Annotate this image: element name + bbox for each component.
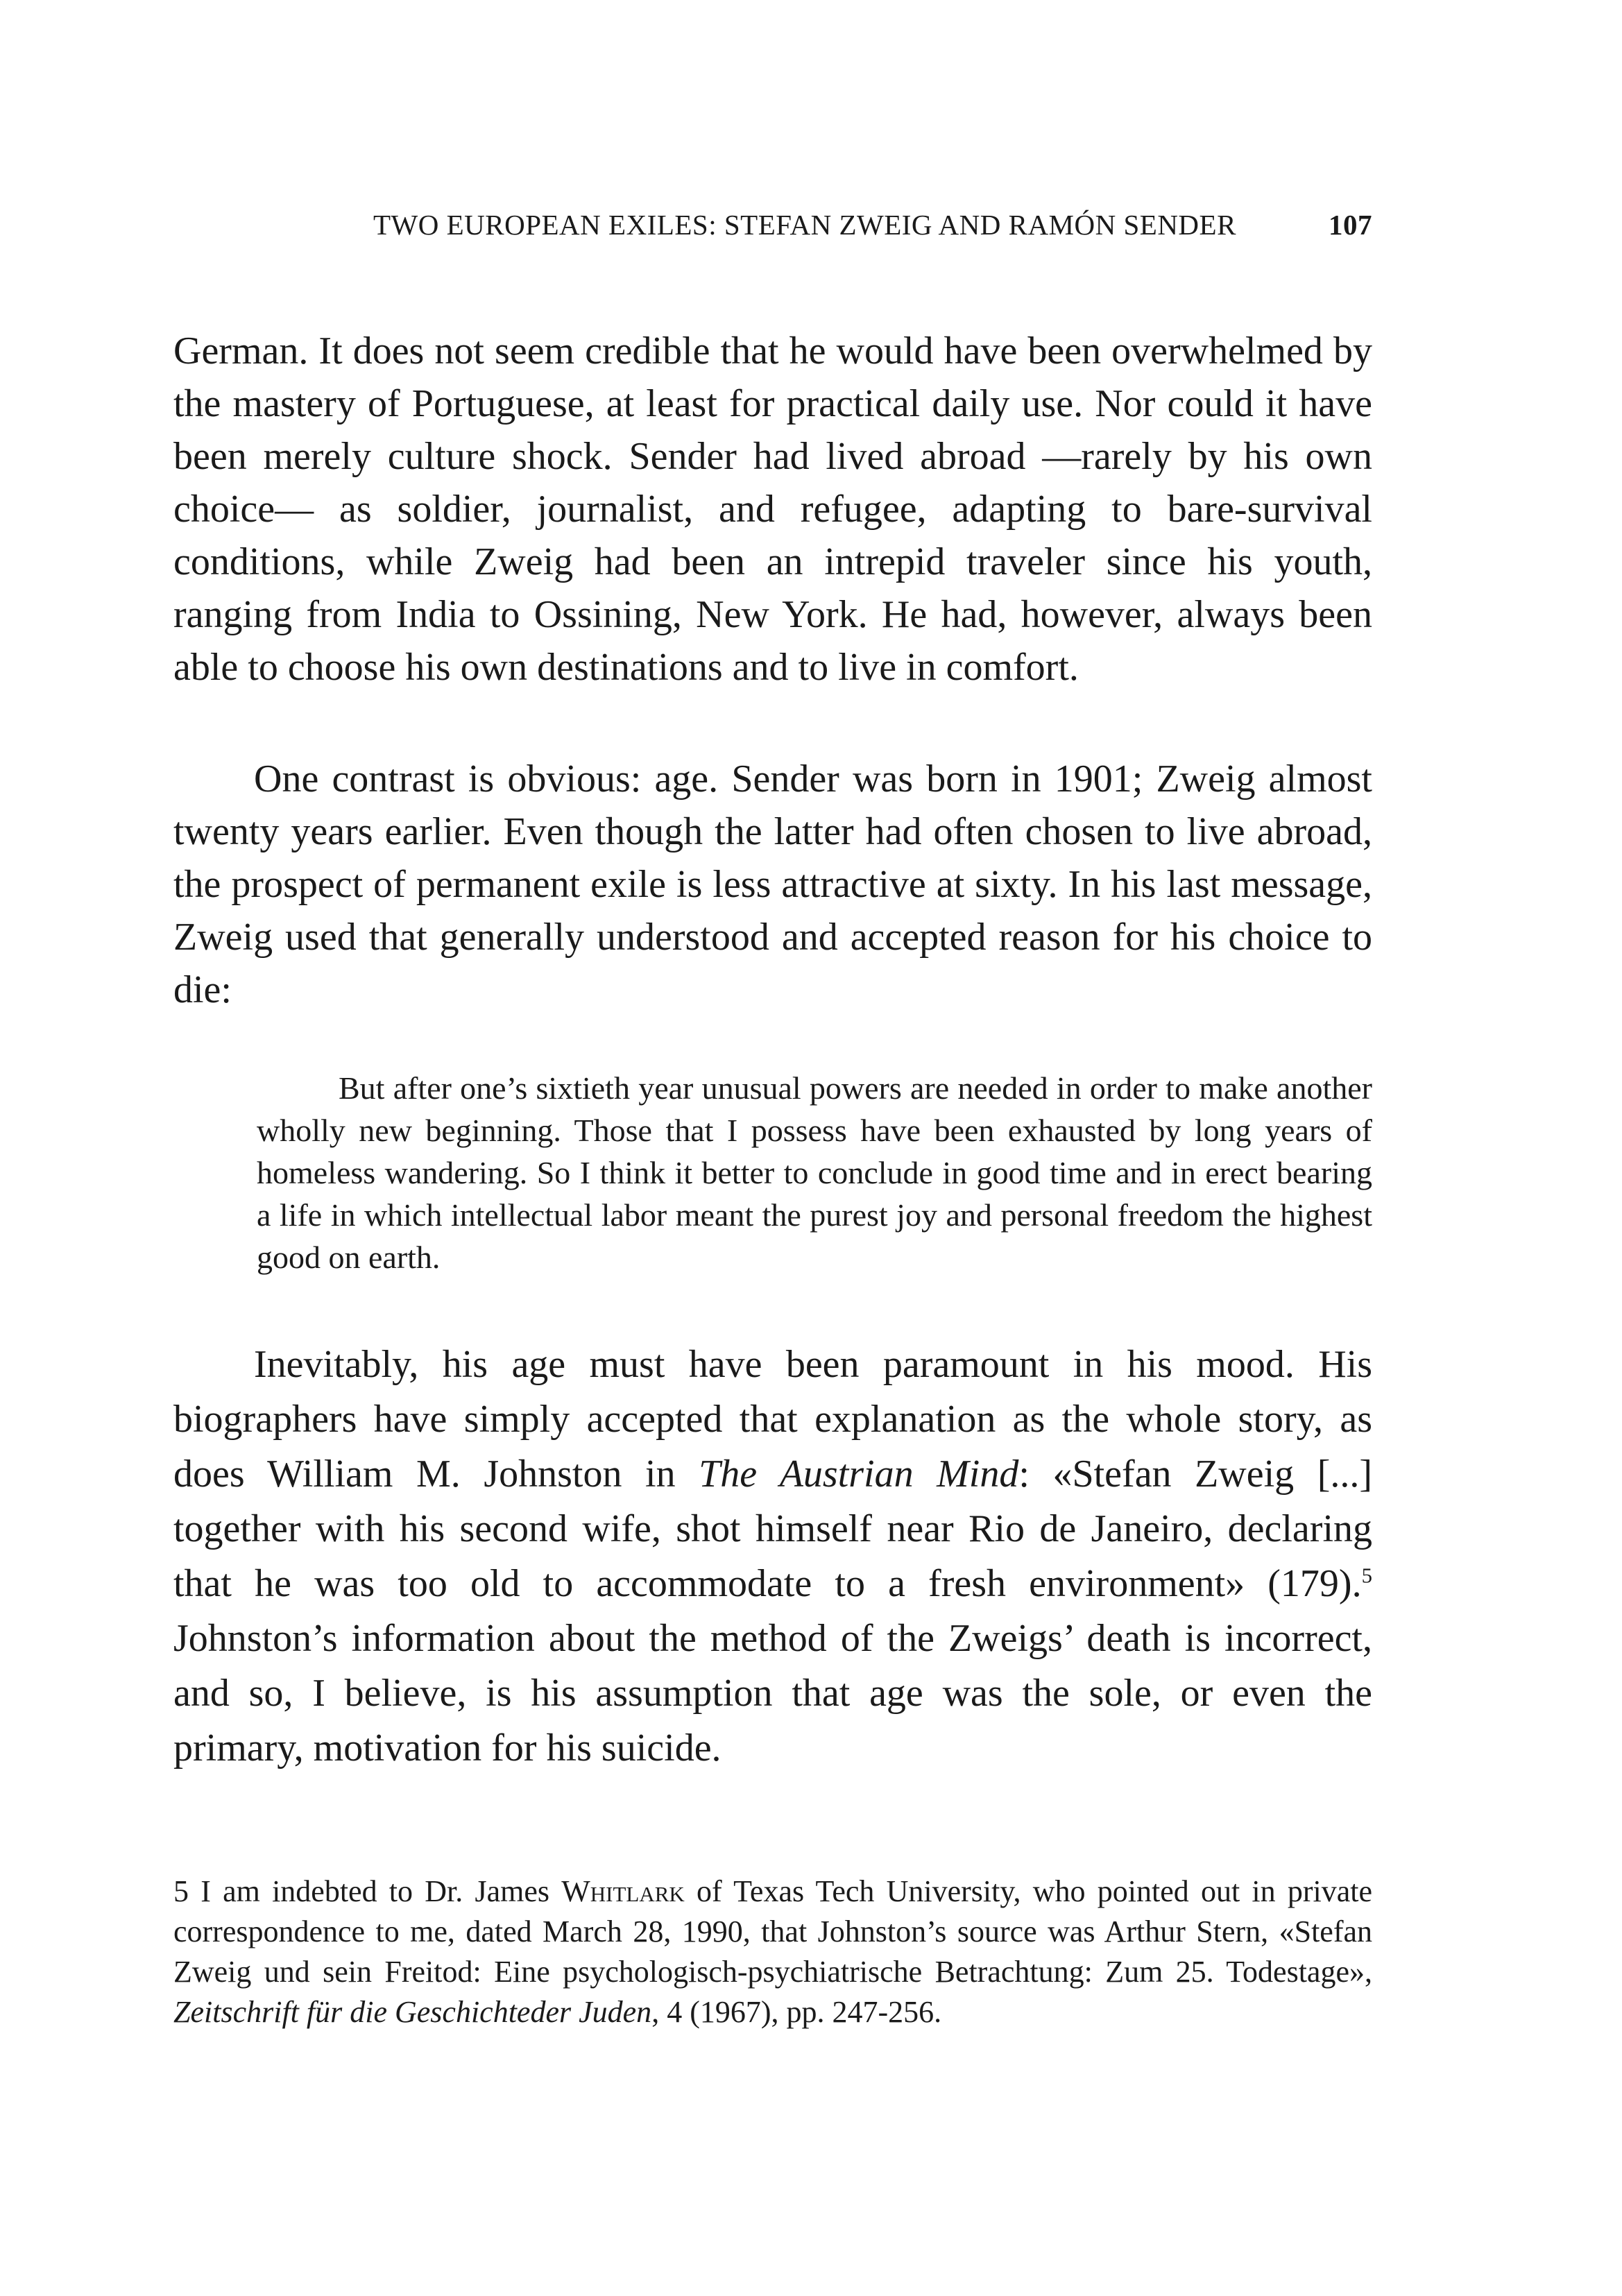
footnote-number: 5 bbox=[173, 1874, 189, 1908]
body-paragraph-3 bbox=[173, 1337, 1372, 1776]
footnote-text bbox=[173, 1871, 1372, 2032]
body-paragraph-1 bbox=[173, 325, 1372, 694]
paragraph-part-3: Johnston’s information about the method of the Zweigs’ death is incorrect, and so, I believe, is his assumption that age was the sole, or even the primary, motivation for his suicide. bbox=[173, 1617, 1372, 1770]
journal-title: Zeitschrift für die Geschichteder Juden bbox=[173, 1995, 652, 2029]
book-title: The Austrian Mind bbox=[699, 1453, 1019, 1496]
paragraph-text: One contrast is obvious: age. Sender was born in 1901; Zweig almost twenty years earlier. Even though the latter had often chosen to live abroad, the prospect of permanent exile is less attractive at sixty. In his last message, Zweig used that generally understood and accepted reason for his choice to die: bbox=[173, 757, 1372, 1011]
footnote-part-3: , 4 (1967), pp. 247-256. bbox=[651, 1995, 942, 2029]
running-header bbox=[373, 208, 1372, 241]
paragraph-text: German. It does not seem credible that he would have been overwhelmed by the mastery of Portuguese, at least for practical daily use. Nor could it have been merely culture shock. Sender had lived abroad —rarely by his own choice— as soldier, journalist, and refugee, adapting to bare-survival conditions, while Zweig had been an intrepid traveler since his youth, ranging from India to Ossining, New York. He had, however, always been able to choose his own destinations and to live in comfort. bbox=[173, 329, 1372, 689]
paragraph-part-2: : «Stefan Zweig [...] together with his second wife, shot himself near Rio de Janeiro, declaring that he was too old to accommodate to a fresh environment» (179). bbox=[173, 1453, 1373, 1605]
footnote-part-1: I am indebted to Dr. James bbox=[189, 1874, 562, 1908]
footnote-part-2: of Texas Tech University, who pointed out in private correspondence to me, dated March 28, 1990, that Johnston’s source was Arthur Stern, «Stefan Zweig und sein Freitod: Eine psychologisch-psychiatrische Betrachtung: Zum 25. Todestage», bbox=[173, 1874, 1372, 1989]
block-quote bbox=[257, 1067, 1372, 1278]
page-number: 107 bbox=[1329, 209, 1372, 241]
paragraph-text bbox=[173, 1337, 1372, 1776]
footnote bbox=[173, 1871, 1372, 2032]
quote-text: But after one’s sixtieth year unusual powers are needed in order to make another wholly new beginning. Those that I possess have been exhausted by long years of homeless wandering. So I think it better to conclude in good time and in erect bearing a life in which intellectual labor meant the purest joy and personal freedom the highest good on earth. bbox=[257, 1070, 1372, 1275]
body-paragraph-2 bbox=[173, 753, 1372, 1016]
footnote-author-name: Whitlark bbox=[561, 1874, 685, 1908]
paragraph-part-1: Inevitably, his age must have been paramount in his mood. His biographers have simply accepted that explanation as the whole story, as does William M. Johnston in bbox=[173, 1343, 1372, 1496]
footnote-reference[interactable]: 5 bbox=[1361, 1563, 1372, 1588]
running-title: TWO EUROPEAN EXILES: STEFAN ZWEIG AND RAMÓN SENDER bbox=[373, 209, 1236, 241]
